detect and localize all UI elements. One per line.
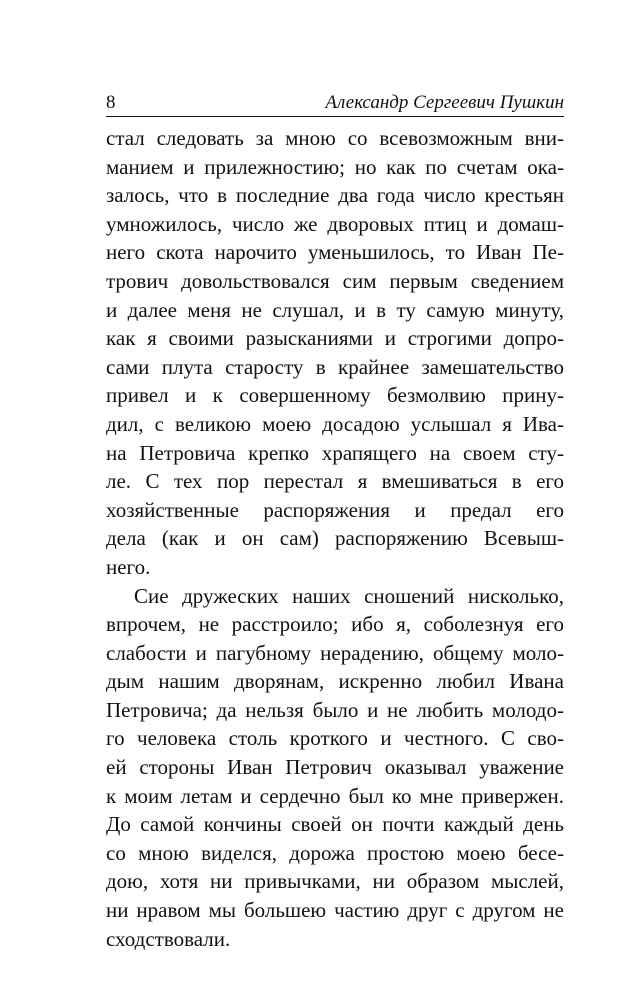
paragraph-1: [106, 124, 564, 582]
text-line: хозяйственные распоряжения и предал его: [106, 497, 564, 522]
text-line: го человека столь кроткого и честного. С сво-: [106, 726, 564, 751]
text-line: ле. С тех пор перестал я вмешиваться в его: [106, 469, 564, 494]
text-line: сходствовали.: [106, 926, 231, 951]
text-line: впрочем, не расстроило; ибо я, соболезнуя его: [106, 612, 564, 637]
text-line: ей стороны Иван Петрович оказывал уважение: [106, 755, 564, 780]
text-line: Петровича; да нельзя было и не любить молодо-: [106, 697, 564, 722]
page-number: 8: [106, 92, 116, 113]
text-line: привел и к совершенному безмолвию прину-: [106, 383, 564, 408]
text-line: него скота нарочито уменьшилось, то Иван Пе-: [106, 240, 564, 265]
text-line: на Петровича крепко храпящего на своем сту-: [106, 440, 564, 465]
header-rule: [106, 116, 564, 117]
text-line: умножилось, число же дворовых птиц и домаш-: [106, 211, 564, 236]
text-line: стал следовать за мною со всевозможным вни-: [106, 126, 564, 150]
text-line: слабости и пагубному нерадению, общему моло-: [106, 640, 564, 665]
text-line: к моим летам и сердечно был ко мне привержен.: [106, 783, 564, 808]
text-line: ни нравом мы большею частию друг с другом не: [106, 898, 564, 923]
text-line: дела (как и он сам) распоряжению Всевыш-: [106, 526, 564, 551]
text-line: него.: [106, 554, 151, 579]
text-line: Сие дружеских наших сношений нисколько,: [134, 583, 564, 608]
text-line: трович довольствовался сим первым сведением: [106, 268, 564, 293]
text-line: и далее меня не слушал, и в ту самую минуту,: [106, 297, 564, 322]
text-line: как я своими разысканиями и строгими допро-: [106, 326, 564, 351]
body-text: [106, 124, 564, 953]
text-line: манием и прилежностию; но как по счетам ока-: [106, 154, 564, 179]
text-line: дою, хотя ни привычками, ни образом мыслей,: [106, 869, 564, 894]
text-line: дил, с великою моею досадою услышал я Ива-: [106, 411, 564, 436]
paragraph-2: [106, 582, 564, 954]
page-header: [106, 86, 564, 114]
text-line: со мною виделся, дорожа простою моею бесе-: [106, 840, 564, 865]
text-line: До самой кончины своей он почти каждый день: [106, 812, 564, 837]
running-head-author: Александр Сергеевич Пушкин: [325, 92, 564, 113]
text-line: дым нашим дворянам, искренно любил Ивана: [106, 669, 564, 694]
text-line: залось, что в последние два года число крестьян: [106, 183, 564, 208]
text-line: сами плута старосту в крайнее замешательство: [106, 354, 564, 379]
